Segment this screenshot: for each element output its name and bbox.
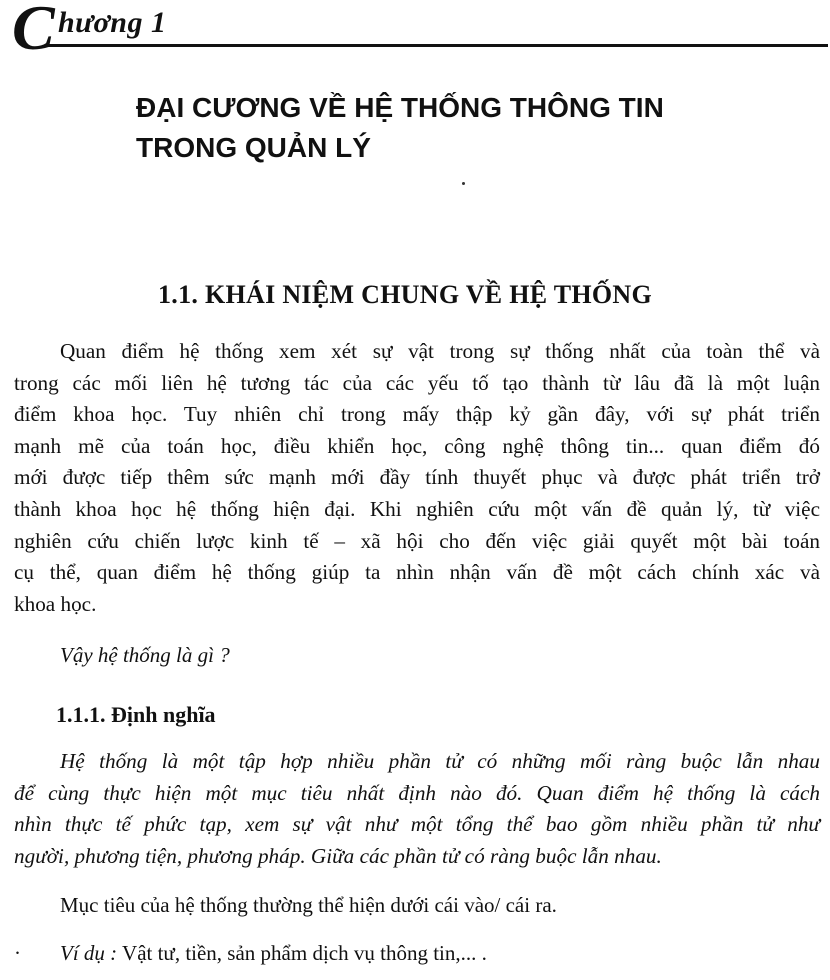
bullet-icon: · (14, 941, 21, 965)
intro-line: Quan điểm hệ thống xem xét sự vật trong sự thống nhất của toàn thể và (60, 339, 820, 363)
section-heading: 1.1. KHÁI NIỆM CHUNG VỀ HỆ THỐNG (158, 280, 653, 309)
chapter-initial: C (12, 0, 55, 63)
intro-line: mạnh mẽ của toán học, điều khiển học, công nghệ thông tin... quan điểm đó (14, 433, 820, 458)
example-line (14, 938, 487, 968)
subsection-heading: 1.1.1. Định nghĩa (56, 702, 216, 727)
example-text: Vật tư, tiền, sản phẩm dịch vụ thông tin,... . (117, 941, 487, 965)
intro-line: thành khoa học hệ thống hiện đại. Khi nghiên cứu một vấn đề quản lý, từ việc (14, 496, 820, 521)
chapter-title-line-2: TRONG QUẢN LÝ (136, 132, 371, 163)
definition-line: Hệ thống là một tập hợp nhiều phần tử có những mối ràng buộc lẫn nhau (60, 749, 820, 773)
intro-paragraph (14, 336, 820, 620)
chapter-title-line-1: ĐẠI CƯƠNG VỀ HỆ THỐNG THÔNG TIN (136, 92, 664, 123)
question-text: Vậy hệ thống là gì ? (60, 643, 230, 667)
chapter-label: hương 1 (58, 6, 167, 39)
intro-line: mới được tiếp thêm sức mạnh mới đầy tính thuyết phục và được phát triển trở (14, 465, 820, 490)
definition-line: để cùng thực hiện một mục tiêu nhất định nào đó. Quan điểm hệ thống là cách (14, 780, 820, 805)
chapter-rule (46, 44, 828, 47)
intro-line: trong các mối liên hệ tương tác của các yếu tố tạo thành từ lâu đã là một luận (14, 370, 820, 395)
intro-line: khoa học. (14, 591, 97, 616)
example-label: Ví dụ : (60, 941, 118, 965)
chapter-title (136, 88, 786, 168)
definition-line: người, phương tiện, phương pháp. Giữa các phần tử có ràng buộc lẫn nhau. (14, 843, 662, 868)
intro-line: cụ thể, quan điểm hệ thống giúp ta nhìn nhận vấn đề một cách chính xác và (14, 560, 820, 585)
definition-paragraph (14, 746, 820, 872)
chapter-header (6, 0, 822, 63)
goal-text: Mục tiêu của hệ thống thường thể hiện dưới cái vào/ cái ra. (60, 893, 557, 917)
print-speck (462, 182, 465, 185)
intro-line: nghiên cứu chiến lược kinh tế – xã hội cho đến việc giải quyết một bài toán (14, 528, 820, 553)
definition-line: nhìn thực tế phức tạp, xem sự vật như một tổng thể bao gồm nhiều phần tử như (14, 812, 820, 837)
intro-line: điểm khoa học. Tuy nhiên chỉ trong mấy thập kỷ gần đây, với sự phát triển (14, 402, 820, 427)
